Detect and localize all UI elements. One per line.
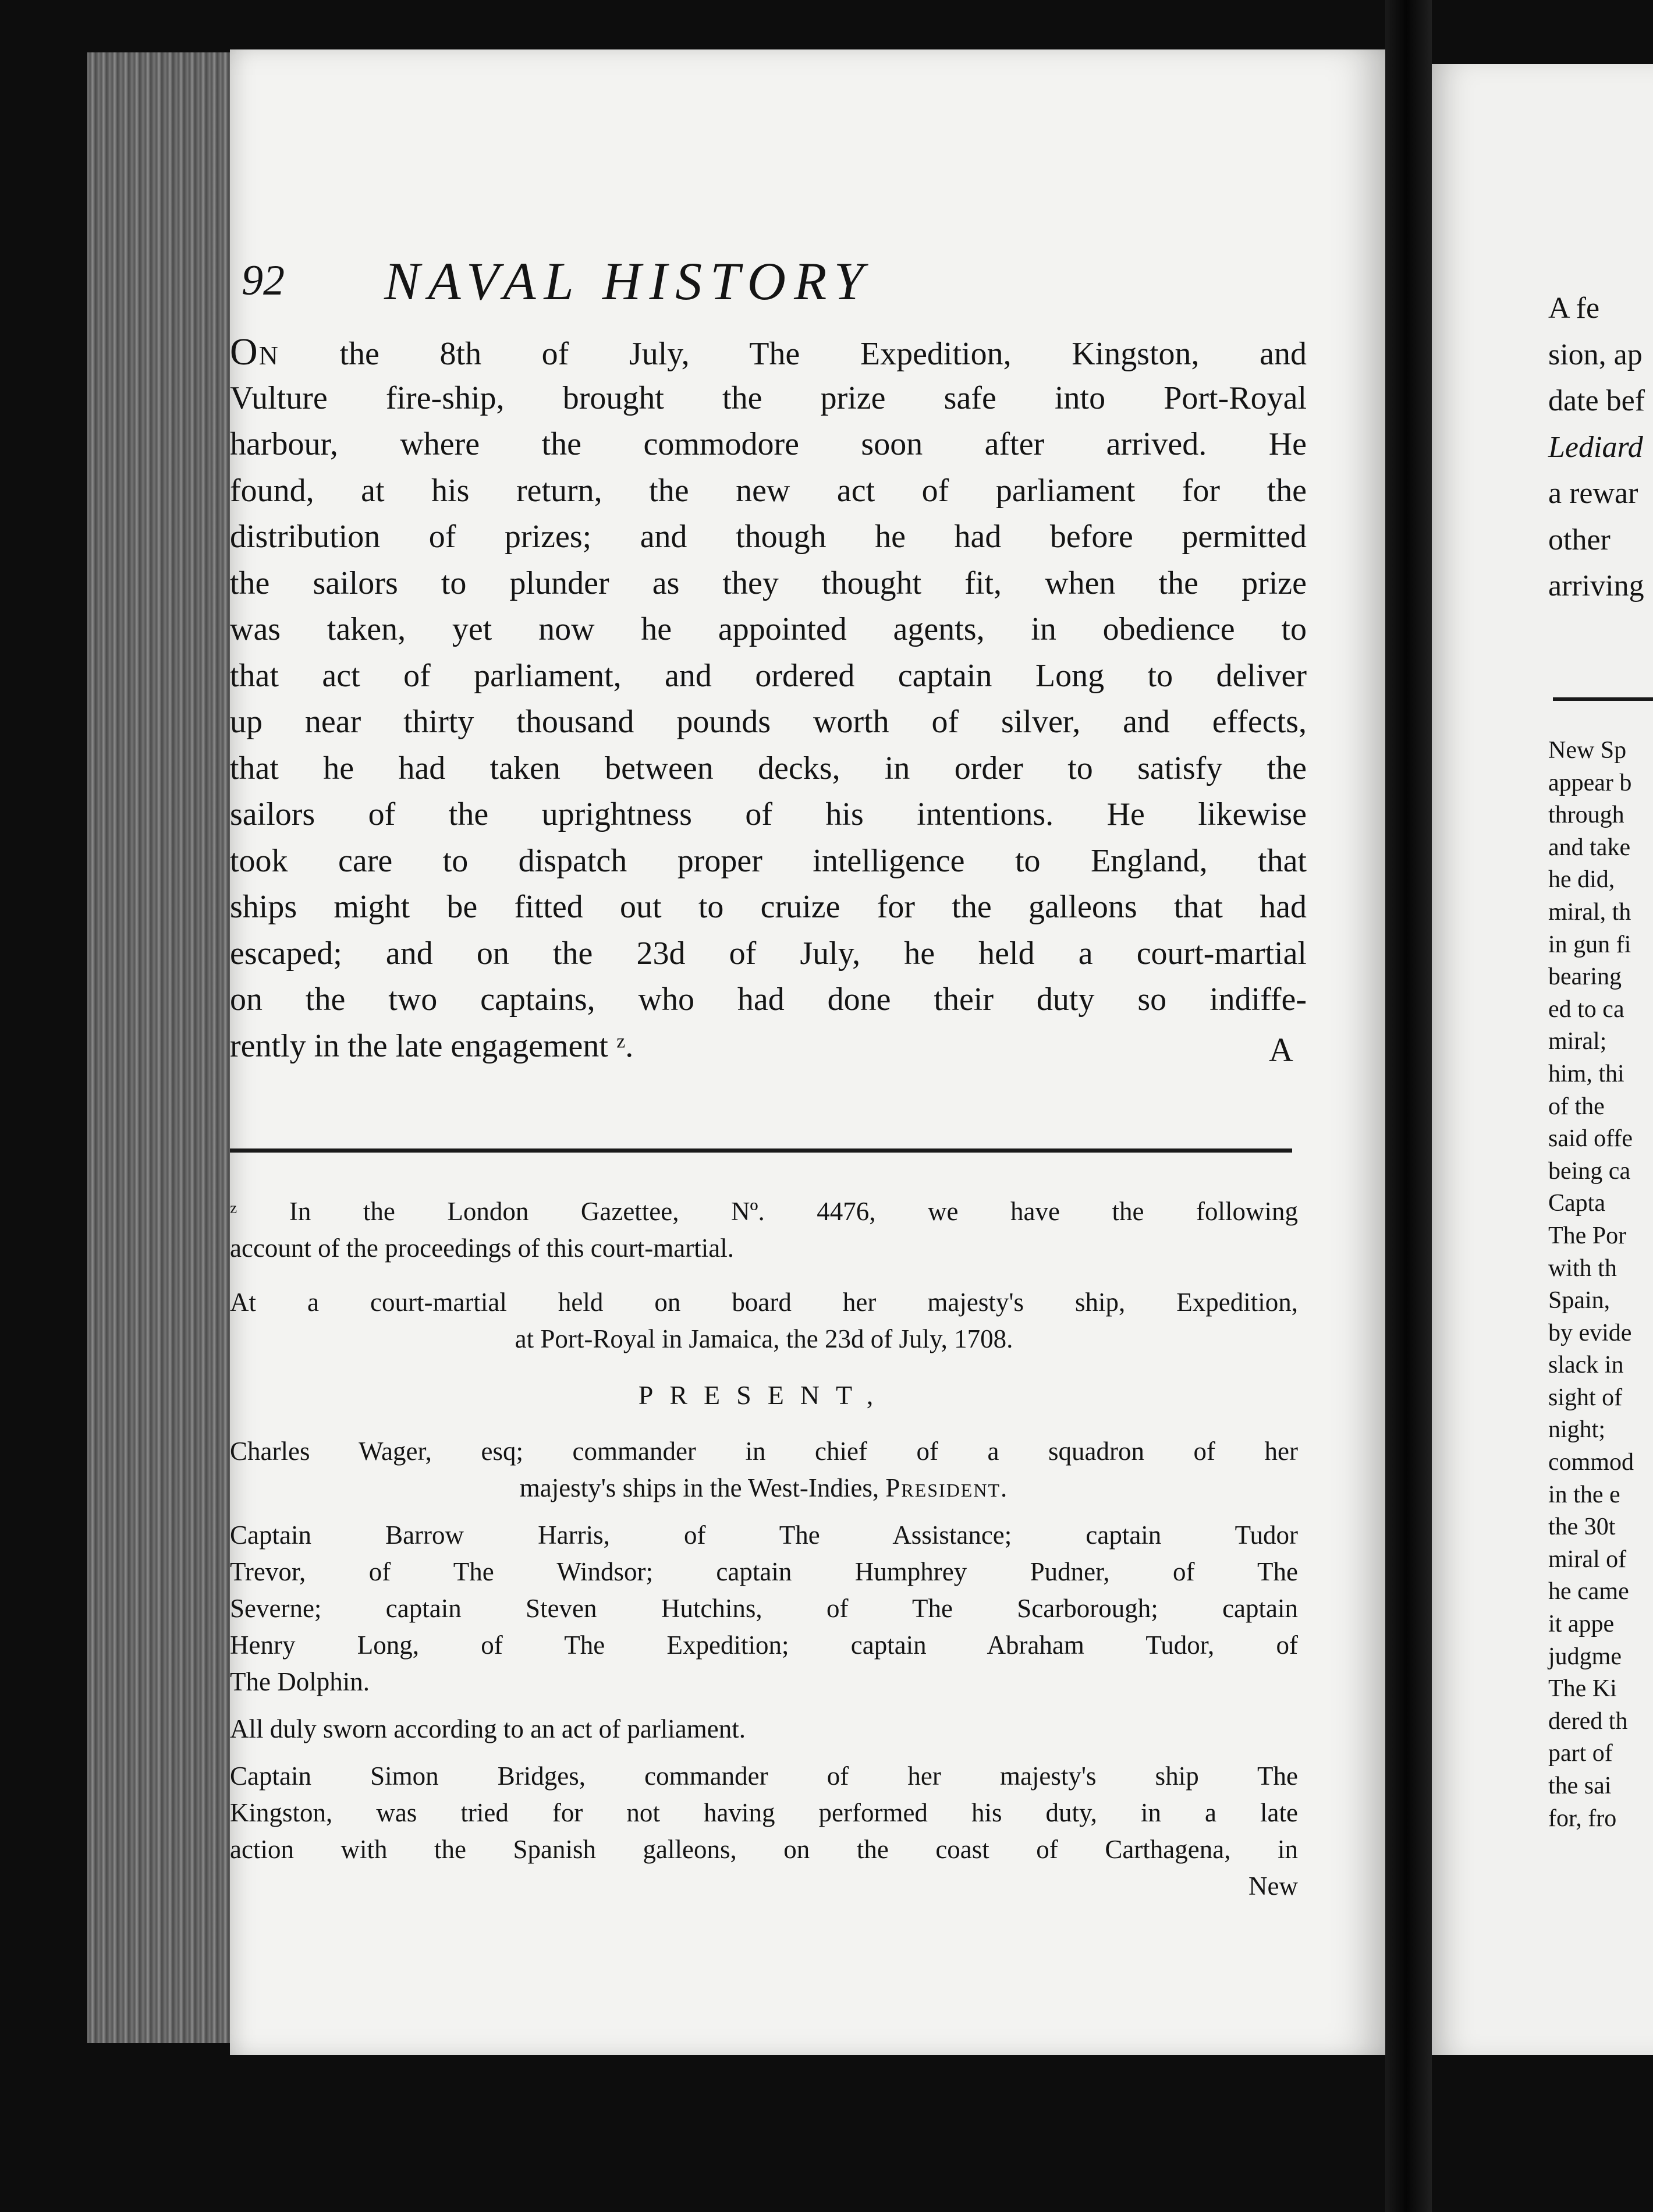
- facing-note-line: said offe: [1548, 1125, 1633, 1153]
- facing-note-line: night;: [1548, 1416, 1606, 1444]
- facing-line: date bef: [1548, 384, 1645, 417]
- facing-note-line: dered th: [1548, 1707, 1628, 1735]
- body-line: escaped; and on the 23d of July, he held a court-martial: [230, 935, 1307, 972]
- footnote-rule: [230, 1148, 1292, 1153]
- facing-note-line: miral;: [1548, 1028, 1607, 1055]
- book-gutter: [1385, 0, 1432, 2212]
- facing-note-line: commod: [1548, 1449, 1634, 1476]
- facing-note-line: through: [1548, 802, 1624, 829]
- facing-note-line: being ca: [1548, 1157, 1631, 1185]
- facing-note-line: The Por: [1548, 1222, 1627, 1249]
- president-line: Charles Wager, esq; commander in chief of a squadron of her: [230, 1437, 1298, 1466]
- body-line: Vulture fire-ship, brought the prize safe into Port-Royal: [230, 380, 1307, 416]
- facing-note-line: New Sp: [1548, 737, 1627, 764]
- facing-note-line: in gun fi: [1548, 931, 1631, 958]
- captains-line: Severne; captain Steven Hutchins, of The Scarborough; captain: [230, 1594, 1298, 1623]
- facing-note-line: Capta: [1548, 1190, 1605, 1217]
- president-title: President.: [885, 1473, 1009, 1502]
- facing-note-line: him, thi: [1548, 1060, 1624, 1087]
- captains-line: Captain Barrow Harris, of The Assistance; captain Tudor: [230, 1520, 1298, 1550]
- facing-note-line: sight of: [1548, 1384, 1623, 1411]
- catchword: A: [1269, 1031, 1293, 1069]
- present-heading: PRESENT,: [638, 1380, 890, 1410]
- facing-line: A fe: [1548, 292, 1600, 325]
- facing-note-line: part of: [1548, 1740, 1613, 1767]
- facing-note-line: of the: [1548, 1093, 1605, 1120]
- trial-line: action with the Spanish galleons, on the coast of Carthagena, in: [230, 1835, 1298, 1864]
- facing-note-line: by evide: [1548, 1319, 1632, 1346]
- facing-note-line: judgme: [1548, 1643, 1622, 1670]
- opening-word: On: [230, 331, 279, 373]
- body-line: on the two captains, who had done their duty so indiffe-: [230, 981, 1307, 1018]
- facing-note-line: he did,: [1548, 866, 1615, 894]
- facing-note-line: The Ki: [1548, 1675, 1617, 1703]
- facing-line: a rewar: [1548, 477, 1638, 510]
- facing-line: sion, ap: [1548, 338, 1643, 371]
- court-line: At a court-martial held on board her majesty's ship, Expedition,: [230, 1288, 1298, 1317]
- body-line: rently in the late engagement ᶻ.: [230, 1027, 634, 1064]
- trial-line: Kingston, was tried for not having performed his duty, in a late: [230, 1798, 1298, 1827]
- facing-note-line: it appe: [1548, 1611, 1615, 1638]
- body-line: up near thirty thousand pounds worth of silver, and effects,: [230, 704, 1307, 740]
- president-line: majesty's ships in the West-Indies, President.: [519, 1473, 1009, 1502]
- footnote-line: ᶻ In the London Gazettee, Nº. 4476, we have the following: [230, 1197, 1298, 1226]
- body-line: took care to dispatch proper intelligence to England, that: [230, 842, 1307, 879]
- footnote-line: account of the proceedings of this court-martial.: [230, 1233, 734, 1263]
- court-line: at Port-Royal in Jamaica, the 23d of July, 1708.: [515, 1324, 1013, 1353]
- footnote-catchword: New: [1248, 1871, 1298, 1901]
- body-line: sailors of the uprightness of his intentions. He likewise: [230, 796, 1307, 832]
- body-line: was taken, yet now he appointed agents, in obedience to: [230, 611, 1307, 647]
- body-line: found, at his return, the new act of parliament for the: [230, 472, 1307, 509]
- body-line: harbour, where the commodore soon after arrived. He: [230, 426, 1307, 462]
- facing-note-line: in the e: [1548, 1481, 1620, 1508]
- captains-line: Henry Long, of The Expedition; captain Abraham Tudor, of: [230, 1630, 1298, 1660]
- facing-footnote-rule: [1553, 697, 1653, 701]
- facing-line: arriving: [1548, 569, 1644, 602]
- body-line: the sailors to plunder as they thought fit, when the prize: [230, 565, 1307, 601]
- main-paragraph: [230, 329, 1307, 1069]
- captains-line: The Dolphin.: [230, 1667, 370, 1696]
- facing-page-notes: [1548, 735, 1653, 1835]
- page-number: 92: [242, 257, 285, 304]
- facing-note-line: appear b: [1548, 769, 1632, 796]
- facing-line: other: [1548, 523, 1611, 556]
- body-line: distribution of prizes; and though he had before permitted: [230, 519, 1307, 555]
- body-line: ships might be fitted out to cruize for the galleons that had: [230, 889, 1307, 925]
- facing-note-line: miral of: [1548, 1545, 1627, 1573]
- footnote-block: [230, 1193, 1298, 1905]
- facing-note-line: ed to ca: [1548, 995, 1624, 1023]
- sworn-line: All duly sworn according to an act of parliament.: [230, 1714, 746, 1743]
- facing-note-line: with th: [1548, 1254, 1617, 1282]
- facing-page-text: [1548, 285, 1653, 609]
- running-title: NAVAL HISTORY: [384, 251, 872, 311]
- book-edge: [87, 52, 236, 2043]
- facing-note-line: for, fro: [1548, 1805, 1617, 1832]
- facing-note-line: slack in: [1548, 1352, 1624, 1379]
- body-line: On the 8th of July, The Expedition, Kingston, and: [230, 331, 1307, 373]
- body-line: that act of parliament, and ordered captain Long to deliver: [230, 657, 1307, 694]
- facing-note-line: and take: [1548, 834, 1631, 861]
- trial-line: Captain Simon Bridges, commander of her majesty's ship The: [230, 1761, 1298, 1791]
- facing-note-line: miral, th: [1548, 898, 1631, 926]
- facing-note-line: he came: [1548, 1578, 1629, 1605]
- body-line: that he had taken between decks, in order to satisfy the: [230, 750, 1307, 786]
- facing-note-line: bearing: [1548, 963, 1622, 991]
- facing-note-line: the 30t: [1548, 1513, 1616, 1541]
- facing-note-line: Spain,: [1548, 1287, 1611, 1314]
- captains-line: Trevor, of The Windsor; captain Humphrey Pudner, of The: [230, 1557, 1298, 1586]
- facing-note-line: the sai: [1548, 1773, 1612, 1799]
- facing-line: Lediard: [1548, 430, 1643, 464]
